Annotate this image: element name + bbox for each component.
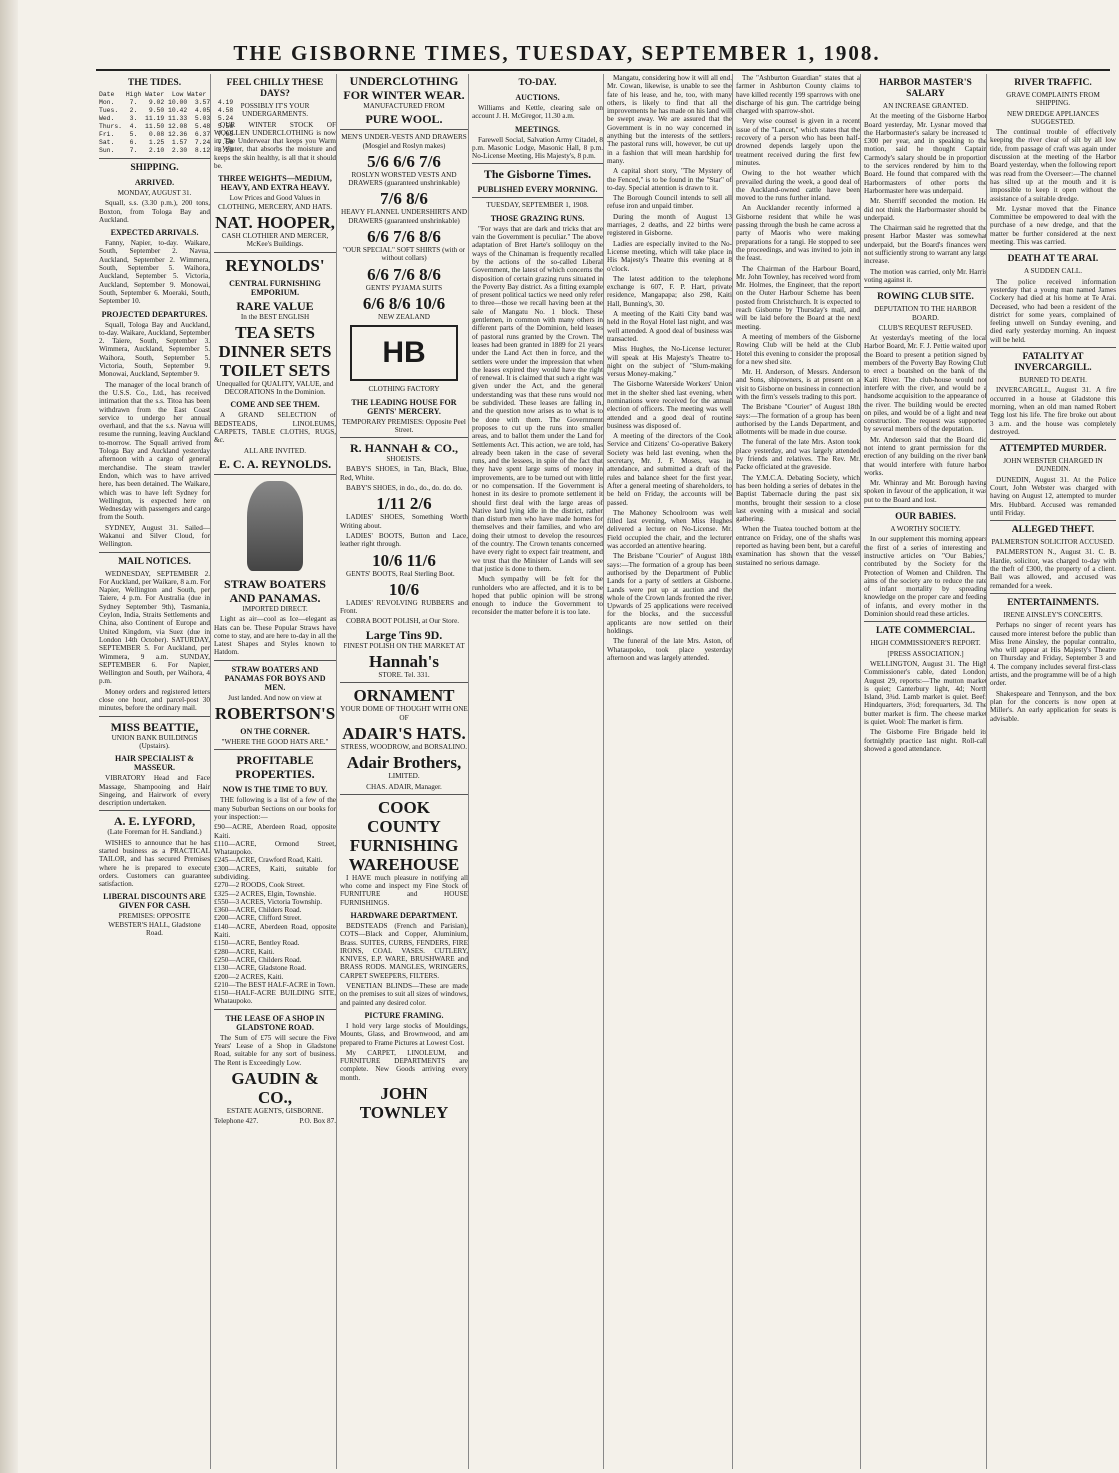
tides-row: Sat. 6. 1.25 1.57 7.24 7.56 [99, 139, 234, 146]
pure-wool: PURE WOOL. [365, 112, 443, 127]
pyjamas: GENTS' PYJAMA SUITS [365, 283, 443, 292]
masthead-title: THE GISBORNE TIMES, TUESDAY, SEPTEMBER 1, 1908. [233, 41, 881, 65]
nz-label: NEW ZEALAND [378, 312, 430, 321]
at-sub: PALMERSTON SOLICITOR ACCUSED. [991, 538, 1115, 547]
sydney-text: SYDNEY, August 31. Sailed—Wakanui and Silver Cloud, for Wellington. [99, 523, 210, 549]
price-line: 5/6 6/6 7/6 [367, 151, 441, 171]
townley-name: JOHN TOWNLEY [359, 1084, 449, 1123]
straw2: STRAW BOATERS AND PANAMAS FOR BOYS AND MEN. [224, 664, 326, 692]
shipping-notes: The manager of the local branch of the U.S.S. Co., Ltd., has received intimation that the s.s. Titoa has been withdrawn from the East Coast service to undergo her annual overhaul, and that the s.s. Navua will resume the running, leaving Auckland to-morrow. The Squall arrived from Tologa Bay and Auckland yesterday afternoon with a cargo of general merchandise. The steam trawler Endon, which was to have arrived here, has been detained. The Waikare, which was to have left Sydney for Wellington, is expected here on Wednesday with passengers and cargo from the South. [99, 380, 210, 522]
robertson-pre: Just landed. And now on view at [228, 693, 322, 702]
ob-heading: OUR BABIES. [895, 512, 956, 523]
news-para: Owing to the hot weather which prevailed during the week, a good deal of the Auckland-owned cattle have been moved to the runs further inland. [736, 169, 860, 203]
set-line: DINNER SETS [218, 341, 332, 361]
large-tins: Large Tins 9D. [365, 627, 443, 642]
en-text: Perhaps no singer of recent years has caused more interest before the public than Miss Irene Ainsley, the popular contralto, who will appear at His Majesty's Theatre on Thursday and Friday, September 3 and 4. The company includes several first-class artists, and the programme will be of a high order. [990, 621, 1116, 688]
auctions-heading: AUCTIONS. [515, 93, 560, 102]
lc-heading: LATE COMMERCIAL. [875, 626, 976, 637]
gaudin-tel: Telephone 427. [214, 1117, 259, 1126]
gaudin-sub: ESTATE AGENTS, GISBORNE. [226, 1106, 324, 1115]
shoe-price: 1/11 2/6 [376, 494, 432, 514]
adair-manager: CHAS. ADAIR, Manager. [366, 782, 442, 791]
flannel: HEAVY FLANNEL UNDERSHIRTS AND DRAWERS (guaranteed unshrinkable) [340, 208, 468, 225]
dt-heading: DEATH AT TE ARAI. [1007, 254, 1099, 265]
property-item: £200—2 ACRES, Kaiti. [214, 972, 284, 981]
shoe-item: COBRA BOOT POLISH, at Our Store. [346, 617, 460, 626]
rt-text: The continual trouble of effectively keeping the river clear of silt by all low tide, from passage of craft was again under discussion at the meeting of the Harbor Board yesterday, when the following report was read from the Overseer:—The channel has silted up at the mouth and it is impossible to keep it open without the assistance of a suitable dredge. [990, 128, 1116, 203]
ornament: ORNAMENT [353, 686, 455, 706]
property-item: £200—ACRE, Clifford Street. [214, 914, 302, 923]
framing-heading: PICTURE FRAMING. [364, 1010, 444, 1020]
beattie-trade: HAIR SPECIALIST & MASSEUR. [115, 754, 194, 773]
at-heading: ALLEGED THEFT. [1011, 525, 1095, 536]
property-item: £130—ACRE, Gladstone Road. [214, 964, 307, 973]
property-item: £150—HALF-ACRE BUILDING SITE, Whataupoko. [214, 989, 336, 1006]
property-item: £90—ACRE, Aberdeen Road, opposite Kaiti. [214, 823, 336, 840]
hm-text: The motion was carried, only Mr. Harris voting against it. [864, 267, 987, 284]
published: PUBLISHED EVERY MORNING. [477, 185, 598, 195]
shipping-heading: SHIPPING. [130, 163, 179, 173]
hm-heading: HARBOR MASTER'S SALARY [879, 78, 972, 99]
cook-county: COOK COUNTY FURNISHING WAREHOUSE [348, 797, 460, 874]
news-para: Very wise counsel is given in a recent issue of the "Lancet," which states that the recovery of a person who has been half-drowned depends largely upon the treatment received during the first few minutes. [736, 117, 860, 167]
lyford-name: A. E. LYFORD, [113, 814, 196, 829]
hannah-sub: SHOEISTS. [386, 455, 422, 464]
column-1 [96, 74, 234, 1469]
manufactured: MANUFACTURED FROM [363, 102, 445, 110]
column-3 [336, 74, 471, 1469]
finest-polish: FINEST POLISH ON THE MARKET AT [343, 641, 465, 650]
news-para: During the month of August 13 marriages, 2 deaths, and 22 births were registered in Gisborne. [607, 212, 732, 238]
tides-row: Sun. 7. 2.10 2.30 8.12 8.20 [99, 147, 234, 154]
news-para: The Brisbane "Courier" of August 18th says:—The formation of a group has been authorised by the Department of Public Lands for a party of settlers at Gisborne. Lands were put up at auction and the whole of the Crown lands fronted the river. Upwards of 25 applications were received for the blocks, and the successful applicants are now settled on their holdings. [607, 552, 732, 635]
tides-row: Wed. 3. 11.19 11.33 5.03 5.24 [99, 115, 234, 122]
news-para: Ladies are especially invited to the No-License meeting, which will take place in His Majesty's Theatre this evening at 8 o'clock. [607, 239, 732, 273]
under-sub: FOR WINTER WEAR. [343, 88, 465, 102]
hb-logo: HB [350, 325, 458, 381]
chilly-heading: FEEL CHILLY THESE DAYS? [226, 78, 324, 99]
rare-value: RARE VALUE [236, 298, 314, 313]
profitable-heading: PROFITABLE PROPERTIES. [235, 753, 315, 782]
hm-text: At the meeting of the Gisborne Harbor Board yesterday, Mr. Lysnar moved that the Harbormaster's salary be increased to £300 per year, and in speaking to the motion, said he thought Captain Carmody's salary should be in proportion to the services rendered by him to the Board. He found that compared with the Harbormasters of other ports the Harbormaster here was underpaid. [864, 112, 987, 195]
shoe-price: 10/6 11/6 [372, 550, 436, 570]
column-7 [860, 74, 990, 1469]
column-2 [210, 74, 339, 1469]
news-para: A meeting of the directors of the Cook Service and Citizens' Co-operative Bakery Society was held last evening, when the secretary, Mr. J. F. Moses, was in attendance, and submitted a draft of the rules and balance sheet for the first year. After a general meeting of shareholders, to be held on Friday, the accounts will be passed. [607, 432, 732, 507]
news-para: The Gisborne Waterside Workers' Union met in the shelter shed last evening, when nominations were received for the annual election of officers. The meeting was well attended and a good deal of routine business was disposed of. [607, 380, 732, 430]
property-item: £360—ACRE, Childers Road. [214, 906, 302, 915]
set-line: TOILET SETS [219, 360, 331, 380]
tides-heading: THE TIDES. [127, 78, 182, 88]
price-line: 6/6 7/6 8/6 [367, 227, 441, 247]
lyford-text: WISHES to announce that he has started business as a PRACTICAL TAILOR, and has secured Premises where he is prepared to execute orders. Customers can guarantee satisfaction. [99, 838, 210, 889]
reynolds-name: E. C. A. REYNOLDS. [218, 456, 332, 471]
column-6 [732, 74, 863, 1469]
dt-text: The police received information yesterday that a young man named James Cockery had died at his home at Te Arai. Deceased, who had been a resident of the district for some years, complained of feeling unwell on Sunday evening, and died early yesterday morning. An inquest will be held. [990, 277, 1116, 344]
price-line: 6/6 7/6 8/6 [367, 264, 441, 284]
news-para: Mangatu, considering how it will all end. Mr. Cowan, likewise, is unable to see the fate of his lease, and he, too, with many others, is likely to find that all the improvements he has made on his land will be swept away. We are assured that the Government is in no way concerned in anything but the interests of the settlers. The pastoral runs will, however, be cut up in a fashion that will mean hardship for many. [607, 74, 732, 165]
shoe-item: BABY'S SHOES, in Tan, Black, Blue, Red, White. [340, 465, 468, 482]
hooper-sub: CASH CLOTHIER AND MERCER, McKee's Buildings. [221, 231, 329, 249]
rc-text: Mr. Anderson said that the Board did not intend to grant permission for the erection of any building on the river bank that would interfere with future harbor works. [864, 435, 987, 477]
news-para: Mr. H. Anderson, of Messrs. Anderson and Sons, shipowners, is at present on a visit to Gisborne on business in connection with the firm's vessels trading to this port. [736, 368, 860, 401]
page-gutter-shadow [0, 0, 18, 1473]
lease-text: The Sum of £75 will secure the Five Years' Lease of a Shop in Gladstone Road, suitable for any sort of business. The Rent is Exceedingly Low. [214, 1033, 336, 1067]
tides-row: Thurs. 4. 11.50 12.08 5.48 5.56 [99, 123, 234, 130]
rt-heading: RIVER TRAFFIC. [1014, 78, 1092, 88]
roslyn: ROSLYN WORSTED VESTS AND DRAWERS (guaranteed unshrinkable) [348, 170, 460, 188]
news-para: The Y.M.C.A. Debating Society, which has been holding a series of debates in the Baptist Tabernacle during the past six months, brought their session to a close last evening with a musical and social gathering. [736, 473, 860, 524]
tides-header: Date High Water Low Water [99, 91, 207, 98]
robertson-tag: "WHERE THE GOOD HATS ARE." [221, 738, 329, 747]
fi-sub: BURNED TO DEATH. [1019, 376, 1087, 385]
lease-heading: THE LEASE OF A SHOP IN GLADSTONE ROAD. [225, 1013, 325, 1032]
hardware-heading: HARDWARE DEPARTMENT. [350, 910, 458, 920]
rc-sub2: CLUB'S REQUEST REFUSED. [878, 323, 973, 332]
robertson-sub: ON THE CORNER. [240, 727, 310, 737]
arrived-heading: ARRIVED. [134, 178, 175, 187]
hannah-name: R. HANNAH & CO., [350, 441, 458, 456]
gaudin-box: P.O. Box 87. [299, 1117, 336, 1126]
property-item: £210—The BEST HALF-ACRE in Town. [214, 980, 336, 989]
lc-press: [PRESS ASSOCIATION.] [887, 649, 964, 658]
ob-text: In our supplement this morning appears the first of a series of interesting and instructive articles on "Our Babies," contributed by the Society for the Protection of Women and Children. The aims of the society are to reduce the rate of infant mortality by spreading knowledge on the proper care and feeding of infants, and every mother in the Dominion should read these articles. [864, 535, 987, 619]
am-text: DUNEDIN, August 31. At the Police Court, John Webster was charged with having on August 12, attempted to murder Mrs. Hubbard. Accused was remanded until Friday. [990, 475, 1116, 517]
shoe-item: LADIES' REVOLVING RUBBERS and Front. [340, 598, 468, 616]
editorial-body: Much sympathy will be felt for the runholders who are affected, and it is to be hoped that public opinion will be strong enough to induce the Government to reconsider the matter before it is too late. [472, 575, 603, 617]
column-4 [468, 74, 606, 1469]
property-item: £280—ACRE, Kaiti. [214, 947, 275, 956]
framing-text: I hold very large stocks of Mouldings, Mounts, Glass, and Brownwood, and am prepared to Frame Pictures at Lowest Cost. [340, 1021, 468, 1047]
tides-row: Tues. 2. 9.50 10.42 4.05 4.58 [99, 107, 234, 114]
rt-sub: GRAVE COMPLAINTS FROM SHIPPING. [1006, 91, 1100, 108]
hannahs-tel: STORE. Tel. 331. [378, 671, 430, 680]
news-para: A meeting of the Kaiti City band was held in the Royal Hotel last night, and was well attended. A good deal of business was transacted. [607, 310, 732, 343]
rt-sub2: NEW DREDGE APPLIANCES SUGGESTED. [1006, 109, 1100, 126]
lc-text: WELLINGTON, August 31. The High Commissioner's cable, dated London, August 29, reports:—The mutton market is quiet; Canterbury light, 4d; North Island, 3¾d. Lamb market is quiet. Beef: Hindquarters, 3½d; forequarters, 3d. The butter market is firm. The cheese market is quiet. Wool: The market is firm. [864, 659, 987, 726]
imported: IMPORTED DIRECT. [242, 604, 308, 613]
am-heading: ATTEMPTED MURDER. [999, 444, 1107, 455]
money-note: Money orders and registered letters close one hour, and parcel-post 30 minutes, before the ordinary mail. [99, 687, 210, 713]
projected-text: Squall, Tologa Bay and Auckland, to-day. Waikare, Auckland, September 2. Taiere, South, September 3. Wimmera, Auckland, September 5. Waihora, South, September 5. Victoria, South, September 9. Monowai, Auckland, September 9. [99, 320, 210, 379]
news-para: The funeral of the late Mrs. Aston took place yesterday, and was largely attended by friends and relatives. The Rev. Mr. Packe officiated at the graveside. [736, 438, 860, 472]
lyford-cash: LIBERAL DISCOUNTS ARE GIVEN FOR CASH. [103, 892, 206, 911]
shoe-item: BABY'S SHOES, in do., do., do. do. do. [346, 484, 463, 493]
news-para: An Aucklander recently informed a Gisborne resident that while he was passing through the bush he came across a party of Maoris who were making preparations for a tangi. He stopped to see the proceedings, and was invited to join in the feast. [736, 204, 860, 263]
rc-text: Mr. Whinray and Mr. Borough having spoken in favour of the application, it was put to the Board and lost. [864, 479, 987, 504]
projected-heading: PROJECTED DEPARTURES. [101, 309, 208, 319]
straw-heading: STRAW BOATERS AND PANAMAS. [224, 576, 326, 605]
grazing-heading: THOSE GRAZING RUNS. [490, 213, 585, 223]
mail-text: WEDNESDAY, SEPTEMBER 2. For Auckland, per Waikare, 8 a.m. For Napier, Wellington and South, per Taiere, 4 p.m. For Australia (due in Sydney September 9th), Tasmania, Ceylon, India, Straits Settlements and China, also Continent of Europe and United Kingdom, via Suez (due in London 14th October). SATURDAY, SEPTEMBER 5. For Auckland, per Wimmera, 9 a.m. SUNDAY, SEPTEMBER 6. For Napier, Wellington and South, per Waihora, 4 p.m. [99, 569, 210, 686]
property-item: £245—ACRE, Crawford Road, Kaiti. [214, 856, 323, 865]
today-heading: TO-DAY. [518, 78, 557, 88]
news-para: The Brisbane "Courier" of August 18th says:—The formation of a group has been authorised by the Lands Department, and allotments will be made in due course. [736, 403, 860, 437]
hat-illustration [247, 481, 303, 571]
price-line: 6/6 8/6 10/6 [362, 293, 446, 313]
hm-text: Mr. Sherriff seconded the motion. He did not think the Harbormaster should be underpaid. [864, 197, 987, 222]
news-para: Miss Hughes, the No-License lecturer, will speak at His Majesty's Theatre to-night on the subject of "Slum-making versus Money-making." [607, 345, 732, 379]
news-para: The latest addition to the telephone exchange is 607, F. P. Hart, private residence, Mangapapa; also 298, Kaiti Hall, Bunning's, 30. [607, 274, 732, 308]
news-para: The funeral of the late Mrs. Aston, of Whataupoko, took place yesterday afternoon and was largely attended. [607, 637, 732, 662]
carpet-text: My CARPET, LINOLEUM, and FURNITURE DEPARTMENTS are complete. New Goods arriving every month. [340, 1048, 468, 1082]
weights: THREE WEIGHTS—MEDIUM, HEAVY, AND EXTRA HEAVY. [218, 174, 332, 193]
hm-sub: AN INCREASE GRANTED. [882, 102, 969, 110]
news-para: A capital short story, "The Mystery of the Fenced," is to be found in the "Star" of to-day. Special attention is drawn to it. [607, 167, 732, 192]
shoe-item: GENTS' BOOTS, Real Sterling Boot. [346, 569, 455, 578]
chilly-sub: POSSIBLY IT'S YOUR UNDERGARMENTS. [240, 102, 310, 119]
come-see: COME AND SEE THEM. [230, 400, 320, 410]
paper-title: The Gisborne Times. [483, 167, 592, 182]
hardware-text: BEDSTEADS (French and Parisian), COTS—Black and Copper, Aluminium, Brass. SUITES, CURBS, FENDERS, FIRE IRONS, COAL VASES. CUTLERY, KNIVES, E.P. WARE, BRUSHWARE and BRASS RODS. MANGLES, WRINGERS, CARPET SWEEPERS, FILTERS. [340, 921, 468, 980]
special: "OUR SPECIAL" SOFT SHIRTS (with or without collars) [342, 246, 466, 263]
hannahs-store: Hannah's [369, 652, 439, 672]
tides-row: Fri. 5. 0.08 12.36 6.37 7.05 [99, 131, 234, 138]
adair-ltd: LIMITED. [388, 772, 420, 781]
fi-heading: FATALITY AT INVERCARGILL. [1014, 352, 1092, 374]
props-intro: THE following is a list of a few of the many Suburban Sections on our books for your inspection:— [214, 796, 336, 821]
news-para: When the Tuatea touched bottom at the entrance on Friday, one of the shafts was reported as having been bent, but a careful examination has shown that the vessel sustained no serious damage. [736, 525, 860, 567]
news-para: A meeting of members of the Gisborne Rowing Club will be held at the Club Hotel this evening to consider the proposal for a new shed site. [736, 332, 860, 366]
news-para: The "Ashburton Guardian" states that a farmer in Ashburton County claims to have killed recently 199 sparrows with one discharge of his gun. The cartridge being charged with sparrow-shot. [736, 74, 860, 116]
price-line: 7/6 8/6 [380, 189, 428, 209]
property-item: £110—ACRE, Ormond Street, Whataupoko. [214, 839, 336, 857]
at-text: PALMERSTON N., August 31. C. B. Hardie, solicitor, was charged to-day with the theft of £300, the property of a client. Bail was allowed, and accused was remanded for a week. [990, 548, 1116, 590]
news-para: The Borough Council intends to sell all refuse iron and unpaid timber. [607, 194, 732, 211]
hat-makers: STRESS, WOODROW, and BORSALINO. [340, 742, 468, 751]
column-8 [986, 74, 1119, 1469]
en-heading: ENTERTAINMENTS. [1007, 597, 1099, 608]
dt-sub: A SUDDEN CALL. [1023, 267, 1083, 276]
arrived-date: MONDAY, AUGUST 31. [117, 189, 192, 197]
column-5 [603, 74, 735, 1469]
ob-sub: A WORTHY SOCIETY. [890, 525, 961, 534]
beattie-text: VIBRATORY Head and Face Massage, Shampooing and Hair Singeing, and Hairwork of every description undertaken. [99, 774, 210, 808]
rc-text: At yesterday's meeting of the local Harbor Board, Mr. F. J. Pettie waited upon the Board to present a petition signed by members of the Poverty Bay Rowing Club to erect a boatshed on the bank of the Kaiti River. The club-house would not interfere with the river, and would be a handsome acquisition to the appearance of the river. The building would be erected on piles, and would be of a light and neat construction. The request was supported by several members of the deputation. [864, 334, 987, 434]
property-item: £550—3 ACRES, Victoria Township. [214, 897, 323, 906]
am-sub: JOHN WEBSTER CHARGED IN DUNEDIN. [1003, 457, 1103, 474]
fi-text: INVERCARGILL, August 31. A fire occurred in a house at Gladstone this morning, when an old man named Robert Tegg lost his life. The fire broke out about 3 a.m. and the house was completely destroyed. [990, 386, 1116, 436]
unequalled: Unequalled for QUALITY, VALUE, and DECORATIONS In the Dominion. [216, 379, 334, 397]
clothing-factory: CLOTHING FACTORY [368, 385, 440, 394]
robertson-name: ROBERTSON'S [214, 704, 336, 724]
dome: YOUR DOME OF THOUGHT WITH ONE OF [340, 705, 468, 722]
rc-heading: ROWING CLUB SITE. [877, 292, 974, 303]
property-item: £250—ACRE, Childers Road. [214, 955, 302, 964]
property-item: £325—2 ACRES, Elgin, Townshie. [214, 889, 316, 898]
en-sub: IRENE AINSLEY'S CONCERTS. [1003, 610, 1103, 619]
property-item: £140—ACRE, Aberdeen Road, opposite Kaiti. [214, 922, 336, 940]
rt-text: Mr. Lysnar moved that the Finance Committee be empowered to deal with the purchase of a new dredge, and that the matter be further considered at the next meeting. This was carried. [990, 204, 1116, 247]
blinds-text: VENETIAN BLINDS—These are made on the premises to suit all sizes of windows, and painted any desired color. [340, 982, 468, 1007]
under-heading: UNDERCLOTHING [349, 74, 459, 88]
lyford-premises: PREMISES: OPPOSITE WEBSTER'S HALL, Gladstone Road. [108, 912, 201, 938]
rare-sub: In the BEST ENGLISH [240, 312, 310, 321]
shoe-item: LADIES' BOOTS, Button and Lace, leather right through. [340, 531, 468, 549]
hooper-name: NAT. HOOPER, [215, 212, 335, 232]
lc-sub: HIGH COMMISSIONER'S REPORT. [870, 639, 981, 648]
vests: MEN'S UNDER-VESTS AND DRAWERS (Mosgiel and Roslyn makes) [341, 133, 467, 150]
time-to-buy: NOW IS THE TIME TO BUY. [222, 785, 328, 795]
leading-house: THE LEADING HOUSE FOR GENTS' MERCERY. [351, 397, 457, 416]
auction-text: Williams and Kettle, clearing sale on account J. H. McGregor, 11.30 a.m. [472, 104, 603, 121]
shoe-price: 10/6 [388, 579, 420, 599]
news-para: The Chairman of the Harbour Board, Mr. John Townley, has received word from Mr. Holmes, the Engineer, that the report on the Outer Harbour Scheme has been posted from Christchurch. It is expected to reach Gisborne by Thursday's mail, and will be laid before the Board at the next meeting. [736, 264, 860, 331]
expected-text: Fanny, Napier, to-day. Waikare, South, September 2. Navua, Auckland, September 2. Wimmera, South, September 5. Waihora, Auckland, September 5. Victoria, Auckland, September 9. Monowai, South, September 6. Moeraki, South, September 10. [99, 239, 210, 306]
grand-selection: A GRAND SELECTION of BEDSTEADS, LINOLEUMS, CARPETS, TABLE CLOTHS, RUGS, &c. [214, 411, 336, 445]
adair-brothers: Adair Brothers, [346, 753, 462, 773]
reynolds-heading: REYNOLDS' [225, 255, 325, 275]
gaudin-name: GAUDIN & CO., [231, 1068, 319, 1107]
set-line: TEA SETS [235, 322, 315, 342]
news-para: The Mahoney Schoolroom was well filled last evening, when Miss Hughes delivered a lecture on No-License. Mr. Field occupied the chair, and the lecturer was accorded an attentive hearing. [607, 508, 732, 551]
lc-text: The Gisborne Fire Brigade held its fortnightly practice last night. Roll-call showed a good attendance. [864, 728, 987, 753]
prices-note: Low Prices and Good Values in CLOTHING, MERCERY, AND HATS. [217, 194, 333, 211]
lyford-sub: (Late Foreman for H. Sandland.) [107, 828, 202, 837]
hm-text: The Chairman said he regretted that the present Harbor Master was somewhat underpaid, but the Board's finances were not sufficiently strong to warrant any large increase. [864, 224, 987, 266]
mail-heading: MAIL NOTICES. [118, 556, 191, 567]
chilly-text: OUR WINTER STOCK OF WOOLLEN UNDERCLOTHING is now in. The Underwear that keeps you Warm in Winter, that absorbs the moisture and keeps the skin healthy, is all that it should be. [214, 120, 336, 171]
tides-row: Mon. 7. 9.02 10.00 3.57 4.19 [99, 99, 234, 106]
invited: ALL ARE INVITED. [243, 446, 307, 455]
reynolds-sub: CENTRAL FURNISHING EMPORIUM. [229, 278, 321, 297]
en-text: Shakespeare and Tennyson, and the box plan for the concerts is now open at Miller's. An early application for seats is advisable. [990, 689, 1116, 723]
masthead [0, 0, 1114, 65]
shoe-item: LADIES' SHOES, Something Worth Writing about. [340, 513, 468, 530]
masthead-rule [96, 69, 1110, 71]
cook-text: I HAVE much pleasure in notifying all who come and inspect my Fine Stock of FURNITURE and HOUSE FURNISHINGS. [340, 873, 468, 907]
temp-premises: TEMPORARY PREMISES: Opposite Peel Street. [342, 417, 466, 434]
dateline: TUESDAY, SEPTEMBER 1, 1908. [486, 201, 589, 210]
meetings-text: Farewell Social, Salvation Army Citadel, 8 p.m. Masonic Lodge, Masonic Hall, 8 p.m. No-License Meeting, His Majesty's, 8 p.m. [472, 135, 603, 161]
adair-hats: ADAIR'S HATS. [342, 723, 466, 743]
straw-text: Light as air—cool as Ice—elegant as Hats can be. These Popular Straws have come to stay, and are here to-day in all the Latest Shapes and Styles known to Hatdom. [214, 615, 336, 657]
editorial-body: "For ways that are dark and tricks that are vain the Government is peculiar." The above adaptation of Bret Harte's soliloquy on the ways of the Chinaman is frequently recalled by the actions of the so-called Liberal Government, the latest of which concerns the disposition of certain grazing runs situated in the Poverty Bay district. As a fitting example of present political tactics we need only refer to three—those we recall having been at the sale of Mangatu No. 1 block. These gentlemen, in common with many others in different parts of the Dominion, held leases of pastoral runs granted by the Crown. The leases had been granted in 1889 for 21 years under the Land Act then in force, and the settlers were under the impression that when the leases expired they would have the right of renewal. It is claimed that such a right was given under the Act, and the general understanding was that these runs would not be subdivided. These leases are falling in, and the question now arises as to what is to be done with them. The Government proposes to cut up the runs into smaller areas, and to ballot them under the Land for Settlements Act. This action, we are told, has already been taken in the case of several runs, and the lessees, in spite of the fact that they have spent large sums of money in improvements, are to be turned out with little or no compensation. If the Government is honest in its desire to promote settlement it should first deal with the large areas of Native land lying idle in the district, rather than disturb men who have made homes for themselves and their families, and who are doing their utmost to develop the resources of the country. The Crown tenants concerned have every right to expect fair treatment, and we trust that the Minister of Lands will see that justice is done to them. [472, 224, 603, 573]
property-item: £300—ACRES, Kaiti, suitable for subdividing. [214, 864, 336, 881]
property-item: £270—2 ROODS, Cook Street. [214, 881, 305, 890]
arrived-text: Squall, s.s. (3.30 p.m.), 200 tons, Boxton, from Tologa Bay and Auckland. [99, 199, 210, 224]
expected-heading: EXPECTED ARRIVALS. [110, 228, 199, 238]
beattie-name: MISS BEATTIE, [110, 719, 199, 734]
beattie-sub: UNION BANK BUILDINGS (Upstairs). [111, 733, 198, 750]
meetings-heading: MEETINGS. [514, 124, 561, 134]
rc-sub: DEPUTATION TO THE HARBOR BOARD. [874, 305, 977, 322]
property-item: £150—ACRE, Bentley Road. [214, 939, 300, 948]
